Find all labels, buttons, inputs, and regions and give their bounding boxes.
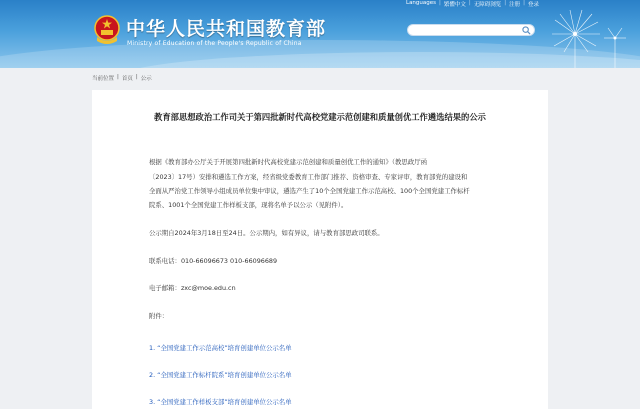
- separator: |: [468, 0, 471, 6]
- article-title: 教育部思想政治工作司关于第四批新时代高校党建示范创建和质量创优工作遴选结果的公示: [154, 112, 486, 122]
- top-links: [403, 0, 542, 9]
- separator: |: [523, 0, 525, 6]
- contact-phone: 联系电话：010-66096673 010-66096689: [149, 257, 278, 265]
- site-subtitle: Ministry of Education of the People's Republic of China: [127, 40, 302, 47]
- breadcrumb-separator: |: [117, 74, 119, 80]
- breadcrumb: [92, 74, 152, 82]
- link-accessibility[interactable]: 无障碍浏览: [473, 2, 502, 8]
- separator: |: [439, 0, 441, 6]
- link-languages[interactable]: Languages: [406, 0, 437, 6]
- dandelion-decoration-icon: [530, 6, 640, 68]
- breadcrumb-notice[interactable]: 公示: [140, 76, 152, 82]
- article-paragraph-line: 院系、1001个全国党建工作样板支部，现将名单予以公示（见附件）。: [149, 201, 348, 209]
- link-register[interactable]: 注册: [509, 2, 521, 8]
- link-traditional-chinese[interactable]: 繁體中文: [443, 2, 466, 8]
- breadcrumb-home[interactable]: 首页: [121, 76, 133, 82]
- attachment-link-3[interactable]: 3. “全国党建工作样板支部”培育创建单位公示名单: [149, 398, 292, 406]
- article-paragraph-line: 根据《教育部办公厅关于开展第四批新时代高校党建示范创建和质量创优工作的通知》（教思政厅函: [149, 158, 427, 166]
- national-emblem-icon[interactable]: [94, 15, 120, 45]
- link-login[interactable]: 登录: [528, 2, 540, 8]
- attachment-link-2[interactable]: 2. “全国党建工作标杆院系”培育创建单位公示名单: [149, 371, 292, 379]
- article-paragraph-line: 〔2023〕17号）安排和遴选工作方案，经省级党委教育工作部门推荐、资格审查、专家评审，教育部党的建设和: [149, 173, 468, 181]
- notice-period: 公示期自2024年3月18日至24日。公示期内，如有异议，请与教育部思政司联系。: [149, 229, 384, 237]
- site-header: [0, 0, 640, 68]
- site-title[interactable]: 中华人民共和国教育部: [126, 18, 327, 40]
- article-paragraph-line: 全面从严治党工作领导小组成员单位集中审议，遴选产生了10个全国党建工作示范高校、100个全国党建工作标杆: [149, 187, 470, 195]
- contact-email: 电子邮箱：zxc@moe.edu.cn: [149, 284, 236, 292]
- article-panel: [92, 90, 548, 409]
- attachment-link-1[interactable]: 1. “全国党建工作示范高校”培育创建单位公示名单: [149, 344, 292, 352]
- search-input[interactable]: [414, 34, 522, 44]
- breadcrumb-separator: |: [135, 74, 138, 80]
- attachments-label: 附件：: [149, 312, 169, 320]
- separator: |: [504, 0, 507, 6]
- breadcrumb-label: 当前位置: [92, 76, 115, 82]
- search-box: [407, 24, 535, 36]
